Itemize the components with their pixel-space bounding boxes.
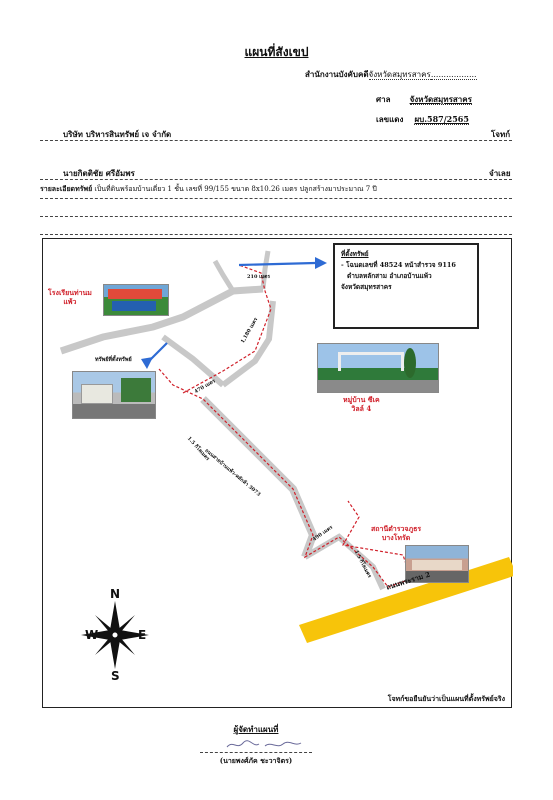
distance-label: 470 เมตร [193, 378, 217, 396]
location-line3: จังหวัดสมุทรสาคร [341, 283, 392, 291]
plaintiff-name: บริษัท บริหารสินทรัพย์ เจ จำกัด [63, 129, 172, 139]
page-title: แผนที่สังเขป [244, 45, 309, 59]
road-gray-connector [223, 301, 273, 385]
court-value: จังหวัดสมุทรสาคร [409, 94, 472, 104]
signature-scribble [225, 738, 305, 752]
arrow-head [315, 257, 327, 269]
road-gray-branch [215, 261, 233, 291]
office-row: สำนักงานบังคับคดีจังหวัดสมุทรสาคร.................. [305, 69, 477, 79]
defendant-role: จำเลย [489, 168, 511, 178]
location-line2: ตำบลหลักสาม อำเภอบ้านแพ้ว [347, 272, 432, 280]
compass-e: E [138, 628, 147, 642]
compass-w: W [85, 628, 99, 642]
school-photo [103, 284, 169, 316]
defendant-name: นายกิตติชัย ศรีอัมพร [63, 168, 135, 178]
asset-row [40, 184, 512, 195]
divider [40, 234, 512, 235]
divider [40, 198, 512, 199]
road-gray-west [163, 337, 223, 385]
property-photo [72, 371, 156, 419]
arrow-to-location [239, 263, 315, 265]
arrow-head [141, 357, 153, 369]
case-label: เลขแดง [376, 114, 404, 124]
distance-label: 1.5 กิโลเมตร [185, 435, 211, 463]
location-heading: ที่ตั้งทรัพย์ [341, 250, 369, 258]
case-row [376, 113, 469, 126]
asset-label: รายละเอียดทรัพย์ [40, 184, 93, 193]
divider [40, 179, 512, 180]
signature-name: (นายพงศ์ภัค ชะวาจิตร) [219, 756, 293, 765]
signature-label: ผู้จัดทำแผนที่ [233, 724, 279, 734]
case-value: ผบ.587/2565 [414, 114, 469, 124]
court-label: ศาล [376, 94, 391, 104]
road-rama2-label: ถนนพระราม 2 [385, 569, 432, 592]
school-label: โรงเรียนท่านม แพ้ว [48, 288, 92, 306]
plaintiff-role: โจทก์ [491, 129, 511, 139]
compass-n: N [110, 587, 121, 601]
police-label: สถานีตำรวจภูธร บางโทรัด [371, 524, 422, 542]
office-label: สำนักงานบังคับคดี [305, 69, 369, 79]
road-3073 [203, 399, 313, 557]
court-row [376, 93, 472, 106]
map-footer-note: โจทก์ขอยืนยันว่าเป็นแผนที่ตั้งทรัพย์จริง [387, 694, 505, 703]
distance-label: 1.5 กิโลเมตร [352, 549, 373, 579]
signature-line [200, 752, 312, 753]
location-box [333, 243, 479, 329]
distance-label: 210 เมตร [247, 274, 271, 280]
property-photo-label: ทรัพย์ที่ตั้งทรัพย์ [95, 357, 132, 363]
map-panel [42, 238, 512, 708]
village-label: หมู่บ้าน ซีเค วิลล์ 4 [343, 395, 380, 413]
village-photo [317, 343, 439, 393]
divider [40, 216, 512, 217]
location-line1: - โฉนดเลขที่ 48524 หน้าสำรวจ 9116 [341, 261, 456, 269]
office-value: จังหวัดสมุทรสาคร [368, 70, 431, 79]
asset-value: เป็นที่ดินพร้อมบ้านเดี่ยว 1 ชั้น เลขที่ 99/155 ขนาด 8x10.26 เมตร ปลูกสร้างมาประมาณ 7 ปี [94, 185, 377, 193]
divider [40, 140, 512, 141]
road-3073-label: ถนนสายบ้านแพ้ว-หลักห้า 3073 [203, 447, 262, 498]
distance-label: 1,180 เมตร [239, 316, 260, 345]
distance-label: 490 เมตร [311, 524, 334, 543]
road-gray-south [305, 537, 383, 589]
compass-s: S [111, 669, 120, 683]
